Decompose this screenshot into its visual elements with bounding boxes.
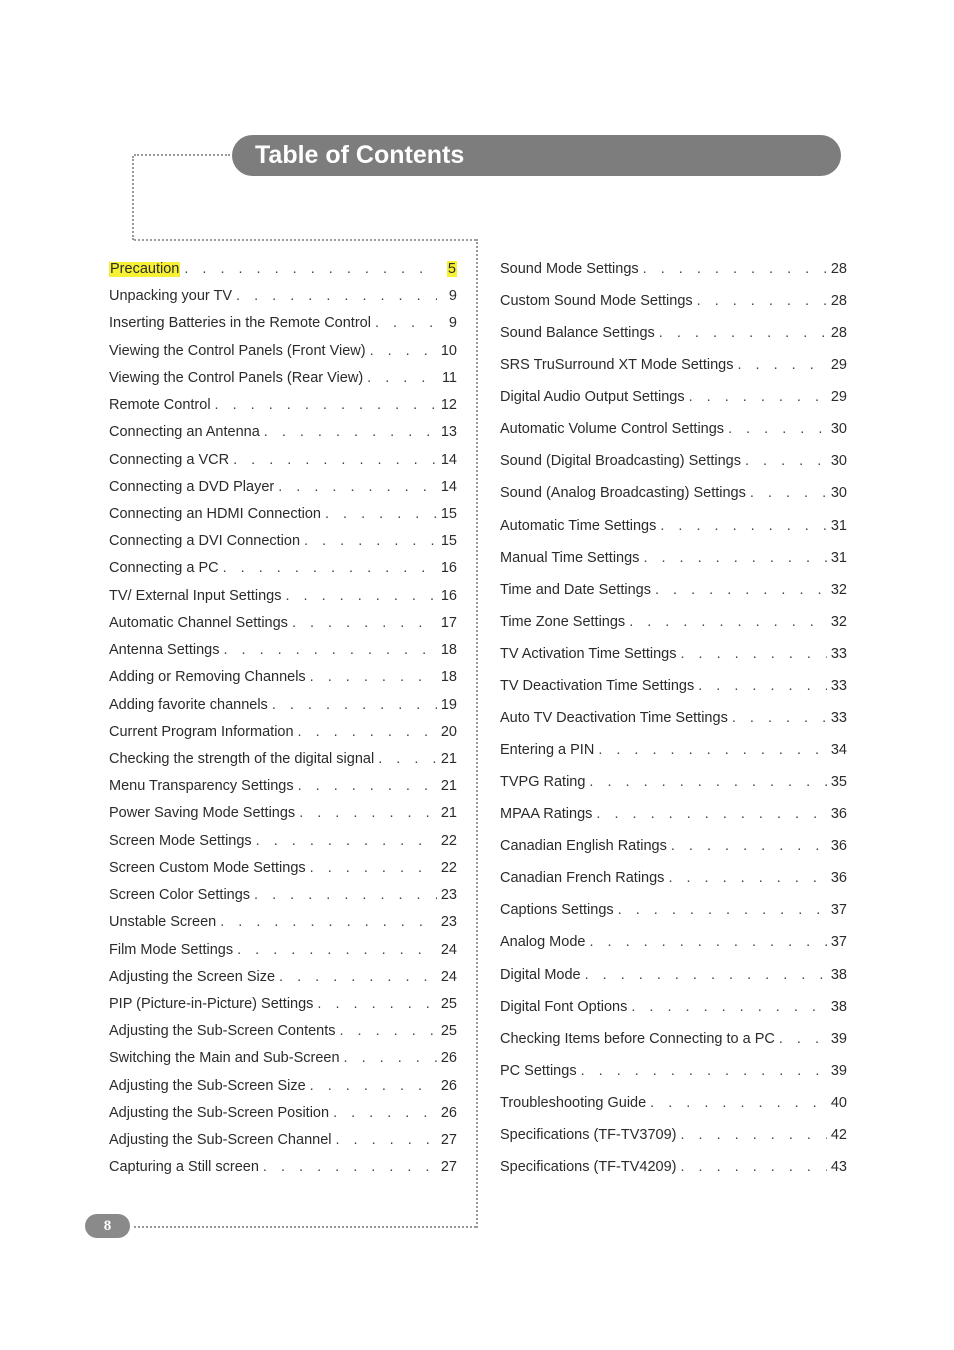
toc-dot-leader: [184, 262, 437, 277]
toc-entry-label: Custom Sound Mode Settings: [500, 293, 693, 310]
toc-entry-page: 20: [440, 723, 457, 740]
frame-middle-dotted-line: [134, 239, 476, 241]
toc-dot-leader: [659, 326, 827, 341]
toc-entry[interactable]: [109, 561, 457, 576]
toc-entry[interactable]: [500, 679, 847, 694]
toc-entry-label: Specifications (TF-TV4209): [500, 1158, 677, 1175]
toc-entry-page: 16: [440, 587, 457, 604]
toc-dot-leader: [680, 1160, 826, 1175]
toc-entry[interactable]: [109, 480, 457, 495]
toc-entry-label: Sound Mode Settings: [500, 261, 639, 277]
toc-entry-label: Connecting a DVD Player: [109, 478, 275, 495]
toc-dot-leader: [223, 643, 436, 658]
toc-dot-leader: [298, 779, 437, 794]
toc-entry[interactable]: [109, 453, 457, 468]
toc-entry[interactable]: [500, 422, 847, 437]
toc-entry[interactable]: [109, 1106, 457, 1121]
toc-entry-page: 33: [830, 645, 847, 662]
toc-entry-label: Canadian English Ratings: [500, 838, 667, 855]
toc-entry[interactable]: [500, 486, 847, 501]
toc-entry-label: Specifications (TF-TV3709): [500, 1126, 677, 1143]
toc-dot-leader: [668, 871, 826, 886]
toc-entry[interactable]: [109, 1024, 457, 1039]
toc-entry-label: Screen Mode Settings: [109, 832, 252, 849]
toc-entry-label: Sound (Analog Broadcasting) Settings: [500, 485, 746, 502]
frame-left-dotted-line: [132, 156, 134, 240]
toc-entry-page: 38: [830, 966, 847, 983]
toc-entry-label: Checking Items before Connecting to a PC: [500, 1030, 775, 1047]
toc-dot-leader: [215, 398, 437, 413]
toc-entry-label: Remote Control: [109, 397, 211, 414]
toc-dot-leader: [278, 480, 437, 495]
toc-entry-label: Digital Font Options: [500, 998, 628, 1015]
toc-entry[interactable]: [500, 358, 847, 373]
toc-entry-label: Time Zone Settings: [500, 613, 626, 630]
toc-entry-page: 27: [440, 1159, 457, 1176]
toc-dot-leader: [233, 453, 437, 468]
toc-entry[interactable]: [109, 779, 457, 794]
toc-entry-label: Precaution: [110, 261, 180, 277]
toc-entry-label: Adjusting the Sub-Screen Contents: [109, 1023, 336, 1040]
toc-entry-label: Entering a PIN: [500, 742, 595, 759]
toc-entry[interactable]: [109, 344, 457, 359]
toc-dot-leader: [728, 422, 827, 437]
toc-entry[interactable]: [500, 551, 847, 566]
toc-entry[interactable]: [109, 670, 457, 685]
toc-dot-leader: [671, 839, 827, 854]
toc-entry-label: Manual Time Settings: [500, 549, 640, 566]
toc-entry-page: 25: [440, 995, 457, 1012]
toc-dot-leader: [299, 806, 437, 821]
toc-entry-page: 10: [440, 342, 457, 359]
toc-entry-label: Automatic Volume Control Settings: [500, 421, 725, 438]
toc-entry-label: Viewing the Control Panels (Rear View): [109, 369, 364, 386]
toc-entry[interactable]: [500, 968, 847, 983]
toc-entry-page: 39: [830, 1062, 847, 1079]
toc-entry-page: 33: [830, 709, 847, 726]
toc-dot-leader: [643, 551, 826, 566]
toc-dot-leader: [344, 1051, 437, 1066]
toc-dot-leader: [304, 534, 437, 549]
toc-entry-label: Adjusting the Sub-Screen Channel: [109, 1132, 332, 1149]
toc-entry-page: 36: [830, 870, 847, 887]
toc-dot-leader: [367, 371, 437, 386]
toc-entry[interactable]: [500, 839, 847, 854]
toc-entry[interactable]: [500, 390, 847, 405]
toc-entry-label: Captions Settings: [500, 902, 614, 919]
toc-dot-leader: [643, 262, 827, 277]
toc-entry[interactable]: [109, 371, 457, 386]
toc-entry-page: 17: [440, 614, 457, 631]
toc-entry[interactable]: [109, 262, 457, 277]
toc-entry[interactable]: [109, 1051, 457, 1066]
toc-entry-label: Checking the strength of the digital signal: [109, 750, 375, 767]
toc-entry-label: Antenna Settings: [109, 642, 220, 659]
toc-dot-leader: [220, 915, 437, 930]
toc-entry-page: 34: [830, 742, 847, 759]
toc-entry[interactable]: [500, 1160, 847, 1175]
toc-dot-leader: [317, 997, 436, 1012]
toc-entry-page: 18: [440, 669, 457, 686]
toc-dot-leader: [298, 725, 437, 740]
toc-dot-leader: [698, 679, 827, 694]
toc-entry-page: 28: [830, 325, 847, 342]
toc-entry-page: 24: [440, 941, 457, 958]
toc-entry-label: SRS TruSurround XT Mode Settings: [500, 357, 734, 374]
toc-entry[interactable]: [500, 1096, 847, 1111]
page-title: Table of Contents: [255, 141, 465, 169]
toc-dot-leader: [655, 583, 827, 598]
toc-dot-leader: [680, 1128, 826, 1143]
toc-entry[interactable]: [109, 970, 457, 985]
toc-entry[interactable]: [500, 775, 847, 790]
toc-entry-page: 42: [830, 1126, 847, 1143]
toc-entry-label: Capturing a Still screen: [109, 1159, 259, 1176]
toc-entry-page: [441, 262, 457, 277]
frame-top-dotted-line: [134, 154, 230, 156]
toc-dot-leader: [237, 943, 437, 958]
toc-dot-leader: [325, 507, 437, 522]
toc-dot-leader: [236, 289, 437, 304]
toc-entry-page: 22: [440, 859, 457, 876]
toc-entry-label: TV Activation Time Settings: [500, 645, 677, 662]
toc-entry-label: Digital Audio Output Settings: [500, 389, 685, 406]
toc-dot-leader: [618, 903, 827, 918]
toc-dot-leader: [375, 316, 437, 331]
toc-entry-label: Sound Balance Settings: [500, 325, 655, 342]
toc-entry-page: 36: [830, 806, 847, 823]
toc-dot-leader: [223, 561, 437, 576]
toc-entry[interactable]: [109, 752, 457, 767]
toc-entry-page: 12: [440, 397, 457, 414]
toc-entry[interactable]: [500, 1064, 847, 1079]
toc-entry-label: TVPG Rating: [500, 774, 586, 791]
toc-entry-label: Connecting an HDMI Connection: [109, 505, 321, 522]
toc-entry[interactable]: [500, 615, 847, 630]
toc-entry-label: PC Settings: [500, 1062, 577, 1079]
toc-entry-page: 15: [440, 533, 457, 550]
toc-entry[interactable]: [109, 888, 457, 903]
toc-dot-leader: [585, 968, 827, 983]
toc-entry-page: 21: [440, 805, 457, 822]
toc-entry-label: Connecting a PC: [109, 560, 219, 577]
toc-entry[interactable]: [109, 1133, 457, 1148]
toc-entry-page: 33: [830, 677, 847, 694]
column-divider-dotted-line: [476, 239, 478, 1228]
toc-entry-page: 32: [830, 613, 847, 630]
toc-entry-page: 29: [830, 389, 847, 406]
toc-entry[interactable]: [109, 616, 457, 631]
toc-dot-leader: [737, 358, 826, 373]
toc-entry-label: Sound (Digital Broadcasting) Settings: [500, 453, 741, 470]
toc-entry[interactable]: [500, 903, 847, 918]
toc-dot-leader: [370, 344, 437, 359]
toc-entry-page: 14: [440, 451, 457, 468]
toc-dot-leader: [333, 1106, 437, 1121]
toc-entry[interactable]: [109, 1079, 457, 1094]
toc-dot-leader: [631, 1000, 827, 1015]
toc-dot-leader: [681, 647, 827, 662]
toc-entry-label: Current Program Information: [109, 723, 294, 740]
toc-entry[interactable]: [109, 507, 457, 522]
toc-dot-leader: [310, 861, 437, 876]
toc-entry[interactable]: [109, 589, 457, 604]
toc-dot-leader: [697, 294, 827, 309]
toc-entry-label: PIP (Picture-in-Picture) Settings: [109, 995, 314, 1012]
toc-dot-leader: [650, 1096, 827, 1111]
toc-dot-leader: [310, 670, 437, 685]
toc-entry-page: 22: [440, 832, 457, 849]
toc-entry[interactable]: [500, 807, 847, 822]
toc-entry-label: Adding or Removing Channels: [109, 669, 306, 686]
toc-entry-label: Adding favorite channels: [109, 696, 268, 713]
toc-entry-label: Menu Transparency Settings: [109, 778, 294, 795]
page-number-badge: 8: [85, 1214, 130, 1238]
toc-dot-leader: [340, 1024, 437, 1039]
toc-dot-leader: [256, 834, 437, 849]
toc-entry-label: Canadian French Ratings: [500, 870, 665, 887]
toc-entry[interactable]: [109, 915, 457, 930]
toc-dot-leader: [263, 1160, 437, 1175]
footer-dotted-line: [134, 1226, 476, 1228]
toc-entry-page: 23: [440, 887, 457, 904]
toc-entry-page: 28: [830, 261, 847, 277]
toc-entry-page: 19: [440, 696, 457, 713]
toc-dot-leader: [660, 519, 827, 534]
toc-entry[interactable]: [500, 935, 847, 950]
toc-entry[interactable]: [109, 534, 457, 549]
toc-entry-label: Switching the Main and Sub-Screen: [109, 1050, 340, 1067]
toc-entry[interactable]: [109, 997, 457, 1012]
toc-entry-page: 24: [440, 968, 457, 985]
toc-entry[interactable]: [500, 711, 847, 726]
toc-entry[interactable]: [500, 1000, 847, 1015]
toc-entry-page: 25: [440, 1023, 457, 1040]
title-bar: [232, 135, 841, 176]
toc-dot-leader: [745, 454, 827, 469]
toc-entry-page: 16: [440, 560, 457, 577]
toc-entry-label: Connecting a DVI Connection: [109, 533, 301, 550]
toc-entry-label: Auto TV Deactivation Time Settings: [500, 709, 728, 726]
toc-entry[interactable]: [500, 262, 847, 277]
toc-dot-leader: [598, 743, 827, 758]
toc-entry-page: 30: [830, 421, 847, 438]
toc-dot-leader: [779, 1032, 827, 1047]
toc-entry-page: 38: [830, 998, 847, 1015]
toc-entry-page: 26: [440, 1077, 457, 1094]
toc-entry[interactable]: [500, 647, 847, 662]
toc-entry[interactable]: [500, 583, 847, 598]
toc-entry-label: Unstable Screen: [109, 914, 217, 931]
toc-entry[interactable]: [500, 294, 847, 309]
toc-entry[interactable]: [500, 1128, 847, 1143]
toc-entry-label: Film Mode Settings: [109, 941, 234, 958]
toc-entry[interactable]: [109, 425, 457, 440]
toc-entry-label: Viewing the Control Panels (Front View): [109, 342, 366, 359]
toc-entry-label: TV Deactivation Time Settings: [500, 677, 695, 694]
toc-dot-leader: [310, 1079, 437, 1094]
toc-entry-page: 30: [830, 453, 847, 470]
toc-entry-page: 14: [440, 478, 457, 495]
toc-entry[interactable]: [109, 1160, 457, 1175]
toc-entry-label: Inserting Batteries in the Remote Control: [109, 315, 371, 332]
toc-entry[interactable]: [109, 316, 457, 331]
toc-entry[interactable]: [500, 519, 847, 534]
toc-entry-page: 40: [830, 1094, 847, 1111]
toc-entry-label: Connecting a VCR: [109, 451, 230, 468]
toc-entry-label: Connecting an Antenna: [109, 424, 260, 441]
toc-entry-page: 37: [830, 934, 847, 951]
toc-entry-label: Digital Mode: [500, 966, 581, 983]
toc-entry[interactable]: [109, 806, 457, 821]
toc-entry-page: 35: [830, 774, 847, 791]
toc-dot-leader: [264, 425, 437, 440]
toc-dot-leader: [292, 616, 437, 631]
toc-entry-page: 29: [830, 357, 847, 374]
toc-dot-leader: [629, 615, 827, 630]
toc-entry[interactable]: [500, 454, 847, 469]
toc-entry-page: 27: [440, 1132, 457, 1149]
toc-entry-page: 36: [830, 838, 847, 855]
toc-dot-leader: [335, 1133, 436, 1148]
toc-entry-label: Power Saving Mode Settings: [109, 805, 296, 822]
toc-dot-leader: [279, 970, 437, 985]
toc-entry-page: 32: [830, 581, 847, 598]
toc-dot-leader: [589, 775, 826, 790]
toc-entry-page: 15: [440, 505, 457, 522]
toc-entry[interactable]: [500, 326, 847, 341]
toc-entry-label: MPAA Ratings: [500, 806, 593, 823]
toc-entry-label: Adjusting the Sub-Screen Size: [109, 1077, 306, 1094]
toc-entry-label: Analog Mode: [500, 934, 586, 951]
toc-entry-page: 31: [830, 517, 847, 534]
toc-entry-page-highlight: 5: [447, 261, 456, 277]
toc-dot-leader: [596, 807, 826, 822]
toc-entry-page: 39: [830, 1030, 847, 1047]
toc-entry-label: Time and Date Settings: [500, 581, 651, 598]
toc-entry[interactable]: [109, 289, 457, 304]
toc-entry-label: Adjusting the Sub-Screen Position: [109, 1104, 330, 1121]
toc-entry-page: 21: [440, 750, 457, 767]
toc-entry[interactable]: [109, 834, 457, 849]
toc-entry-page: 9: [448, 315, 457, 332]
toc-entry[interactable]: [109, 398, 457, 413]
toc-dot-leader: [581, 1064, 827, 1079]
toc-entry-page: 30: [830, 485, 847, 502]
toc-dot-leader: [272, 698, 437, 713]
toc-entry[interactable]: [109, 943, 457, 958]
toc-entry-page: 23: [440, 914, 457, 931]
toc-entry[interactable]: [109, 698, 457, 713]
toc-entry-page: 37: [830, 902, 847, 919]
toc-entry-label: Adjusting the Screen Size: [109, 968, 276, 985]
toc-dot-leader: [689, 390, 827, 405]
toc-entry[interactable]: [500, 1032, 847, 1047]
toc-dot-leader: [254, 888, 437, 903]
toc-entry-label: Screen Custom Mode Settings: [109, 859, 306, 876]
toc-entry[interactable]: [500, 871, 847, 886]
toc-entry-page: 18: [440, 642, 457, 659]
toc-dot-leader: [285, 589, 436, 604]
toc-dot-leader: [378, 752, 437, 767]
toc-entry-page: 13: [440, 424, 457, 441]
toc-entry-page: 31: [830, 549, 847, 566]
toc-entry-label: TV/ External Input Settings: [109, 587, 282, 604]
toc-entry-page: 11: [441, 369, 457, 386]
toc-entry[interactable]: [109, 725, 457, 740]
toc-entry-page: 26: [440, 1104, 457, 1121]
toc-entry[interactable]: [109, 861, 457, 876]
toc-dot-leader: [732, 711, 827, 726]
toc-entry-label: Unpacking your TV: [109, 288, 233, 305]
toc-entry[interactable]: [109, 643, 457, 658]
toc-entry-label: Troubleshooting Guide: [500, 1094, 647, 1111]
toc-entry-page: 28: [830, 293, 847, 310]
toc-entry-page: 21: [440, 778, 457, 795]
toc-entry[interactable]: [500, 743, 847, 758]
toc-entry-label: Automatic Time Settings: [500, 517, 657, 534]
toc-entry-page: 9: [448, 288, 457, 305]
toc-dot-leader: [589, 935, 826, 950]
toc-entry-page: 43: [830, 1158, 847, 1175]
toc-entry-label: Automatic Channel Settings: [109, 614, 288, 631]
toc-entry-page: 26: [440, 1050, 457, 1067]
toc-entry-label: Screen Color Settings: [109, 887, 251, 904]
toc-dot-leader: [750, 486, 827, 501]
